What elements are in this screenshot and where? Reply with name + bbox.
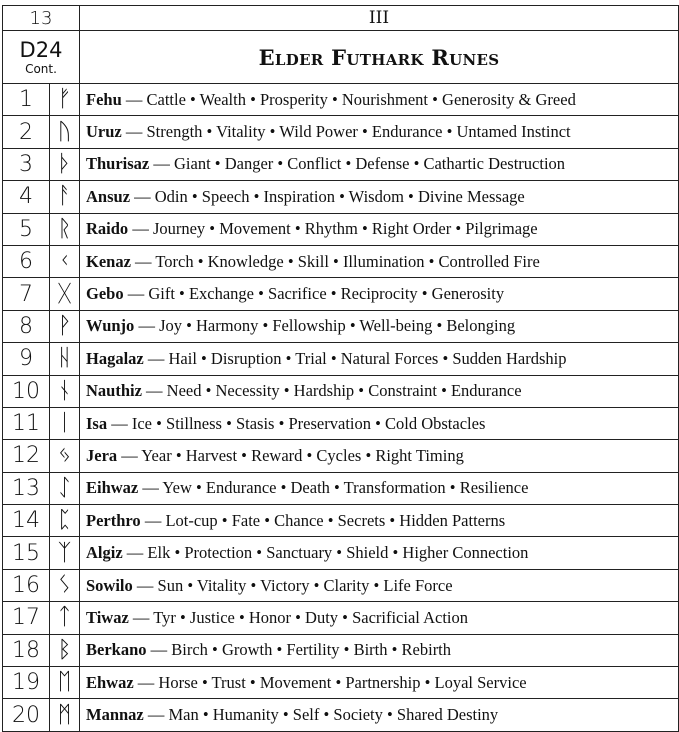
rune-meanings: Year • Harvest • Reward • Cycles • Right Timing [141, 445, 464, 465]
dash-separator: — [126, 543, 144, 563]
rune-row [3, 116, 679, 148]
rune-glyph: ᚲ [50, 245, 80, 277]
dash-separator: — [111, 413, 128, 433]
dash-separator: — [134, 186, 151, 206]
rune-description [80, 343, 679, 375]
rune-number: 16 [3, 569, 50, 601]
rune-glyph: ᛁ [50, 407, 80, 439]
rune-row [3, 699, 679, 731]
rune-number: 2 [3, 116, 50, 148]
rune-glyph: ᛉ [50, 537, 80, 569]
dash-separator: — [135, 251, 152, 271]
rune-row [3, 667, 679, 699]
rune-glyph: ᛇ [50, 472, 80, 504]
rune-description [80, 116, 679, 148]
rune-number: 9 [3, 343, 50, 375]
rune-name: Algiz [86, 543, 123, 563]
rune-number: 8 [3, 310, 50, 342]
rune-description [80, 181, 679, 213]
rune-name: Nauthiz [86, 381, 142, 401]
rune-row [3, 440, 679, 472]
rune-description [80, 407, 679, 439]
rune-glyph: ᛈ [50, 505, 80, 537]
rune-description [80, 278, 679, 310]
rune-meanings: Hail • Disruption • Trial • Natural Forces • Sudden Hardship [168, 348, 567, 368]
rune-number: 4 [3, 181, 50, 213]
rune-glyph: ᛏ [50, 602, 80, 634]
rune-row [3, 245, 679, 277]
rune-description [80, 699, 679, 731]
rune-meanings: Strength • Vitality • Wild Power • Endurance • Untamed Instinct [146, 122, 571, 142]
rune-description [80, 245, 679, 277]
rune-row [3, 148, 679, 180]
rune-table [2, 5, 679, 732]
rune-glyph: ᛖ [50, 667, 80, 699]
rune-description [80, 634, 679, 666]
dash-separator: — [150, 640, 168, 660]
dash-separator: — [125, 89, 143, 109]
rune-row [3, 310, 679, 342]
rune-meanings: Sun • Vitality • Victory • Clarity • Life Force [157, 575, 453, 595]
rune-row [3, 278, 679, 310]
rune-row [3, 343, 679, 375]
rune-description [80, 375, 679, 407]
dash-separator: — [132, 219, 149, 239]
rune-meanings: Journey • Movement • Rhythm • Right Order • Pilgrimage [152, 219, 538, 239]
rune-name: Fehu [86, 89, 122, 109]
rune-name: Uruz [86, 122, 122, 142]
rune-description [80, 537, 679, 569]
rune-meanings: Yew • Endurance • Death • Transformation • Resilience [162, 478, 529, 498]
rune-description [80, 440, 679, 472]
rune-number: 12 [3, 440, 50, 472]
dash-separator: — [127, 284, 145, 304]
rune-number: 10 [3, 375, 50, 407]
header-row-top [3, 6, 679, 31]
rune-number: 5 [3, 213, 50, 245]
dash-separator: — [144, 510, 162, 530]
rune-meanings: Elk • Protection • Sanctuary • Shield • Higher Connection [147, 543, 529, 563]
rune-number: 20 [3, 699, 50, 731]
dash-separator: — [142, 478, 159, 498]
rune-row [3, 375, 679, 407]
dash-separator: — [132, 607, 150, 627]
rune-name: Tiwaz [86, 607, 129, 627]
rune-glyph: ᛒ [50, 634, 80, 666]
page-number: 13 [3, 6, 80, 31]
dash-separator: — [138, 316, 155, 336]
rune-meanings: Torch • Knowledge • Skill • Illumination • Controlled Fire [155, 251, 540, 271]
rune-glyph: ᚱ [50, 213, 80, 245]
rune-meanings: Odin • Speech • Inspiration • Wisdom • Divine Message [154, 186, 525, 206]
dash-separator: — [147, 348, 165, 368]
rune-number: 17 [3, 602, 50, 634]
rune-meanings: Gift • Exchange • Sacrifice • Reciprocity • Generosity [148, 284, 505, 304]
rune-description [80, 667, 679, 699]
rune-name: Berkano [86, 640, 147, 660]
rune-row [3, 634, 679, 666]
table-code-cell [3, 31, 80, 84]
rune-glyph: ᚷ [50, 278, 80, 310]
rune-name: Wunjo [86, 316, 135, 336]
rune-glyph: ᚨ [50, 181, 80, 213]
rune-row [3, 505, 679, 537]
rune-name: Perthro [86, 510, 141, 530]
rune-name: Mannaz [86, 705, 144, 725]
section-numeral: III [80, 6, 679, 31]
rune-meanings: Giant • Danger • Conflict • Defense • Cathartic Destruction [174, 154, 566, 174]
table-code: D24 [19, 37, 63, 62]
rune-name: Raido [86, 219, 129, 239]
rune-glyph: ᛗ [50, 699, 80, 731]
rune-glyph: ᛃ [50, 440, 80, 472]
rune-description [80, 148, 679, 180]
rune-row [3, 537, 679, 569]
rune-number: 14 [3, 505, 50, 537]
rune-number: 1 [3, 84, 50, 116]
rune-meanings: Joy • Harmony • Fellowship • Well-being • Belonging [159, 316, 516, 336]
rune-glyph: ᚹ [50, 310, 80, 342]
rune-description [80, 472, 679, 504]
rune-number: 3 [3, 148, 50, 180]
rune-meanings: Horse • Trust • Movement • Partnership • Loyal Service [158, 672, 527, 692]
rune-name: Ehwaz [86, 672, 134, 692]
rune-row [3, 569, 679, 601]
rune-row [3, 407, 679, 439]
rune-meanings: Man • Humanity • Self • Society • Shared Destiny [168, 705, 499, 725]
continued-label: Cont. [25, 61, 57, 76]
rune-name: Jera [86, 445, 118, 465]
rune-name: Hagalaz [86, 348, 144, 368]
dash-separator: — [153, 154, 170, 174]
rune-glyph: ᚾ [50, 375, 80, 407]
dash-separator: — [125, 122, 143, 142]
rune-description [80, 310, 679, 342]
rune-name: Eihwaz [86, 478, 139, 498]
rune-description [80, 602, 679, 634]
rune-glyph: ᚦ [50, 148, 80, 180]
rune-number: 18 [3, 634, 50, 666]
rune-description [80, 84, 679, 116]
rune-number: 13 [3, 472, 50, 504]
rune-name: Kenaz [86, 251, 131, 271]
rune-number: 15 [3, 537, 50, 569]
rune-meanings: Cattle • Wealth • Prosperity • Nourishment • Generosity & Greed [146, 89, 576, 109]
rune-description [80, 505, 679, 537]
rune-glyph: ᚠ [50, 84, 80, 116]
rune-row [3, 472, 679, 504]
rune-meanings: Ice • Stillness • Stasis • Preservation • Cold Obstacles [131, 413, 486, 433]
rune-meanings: Need • Necessity • Hardship • Constraint • Endurance [166, 381, 522, 401]
rune-name: Gebo [86, 284, 124, 304]
dash-separator: — [146, 381, 163, 401]
rune-row [3, 602, 679, 634]
rune-number: 7 [3, 278, 50, 310]
rune-meanings: Tyr • Justice • Honor • Duty • Sacrificial Action [153, 607, 468, 627]
header-row-title [3, 31, 679, 84]
rune-row [3, 213, 679, 245]
rune-description [80, 569, 679, 601]
rune-glyph: ᚢ [50, 116, 80, 148]
rune-meanings: Lot-cup • Fate • Chance • Secrets • Hidden Patterns [165, 510, 506, 530]
table-title: Elder Futhark Runes [80, 31, 679, 84]
rune-meanings: Birch • Growth • Fertility • Birth • Rebirth [171, 640, 452, 660]
rune-name: Isa [86, 413, 108, 433]
rune-name: Sowilo [86, 575, 133, 595]
rune-row [3, 181, 679, 213]
rune-name: Ansuz [86, 186, 131, 206]
rune-description [80, 213, 679, 245]
rune-number: 11 [3, 407, 50, 439]
rune-glyph: ᚺ [50, 343, 80, 375]
rune-glyph: ᛊ [50, 569, 80, 601]
rune-number: 19 [3, 667, 50, 699]
dash-separator: — [136, 575, 154, 595]
dash-separator: — [121, 445, 138, 465]
rune-name: Thurisaz [86, 154, 150, 174]
dash-separator: — [147, 705, 165, 725]
dash-separator: — [137, 672, 155, 692]
rune-row [3, 84, 679, 116]
rune-number: 6 [3, 245, 50, 277]
